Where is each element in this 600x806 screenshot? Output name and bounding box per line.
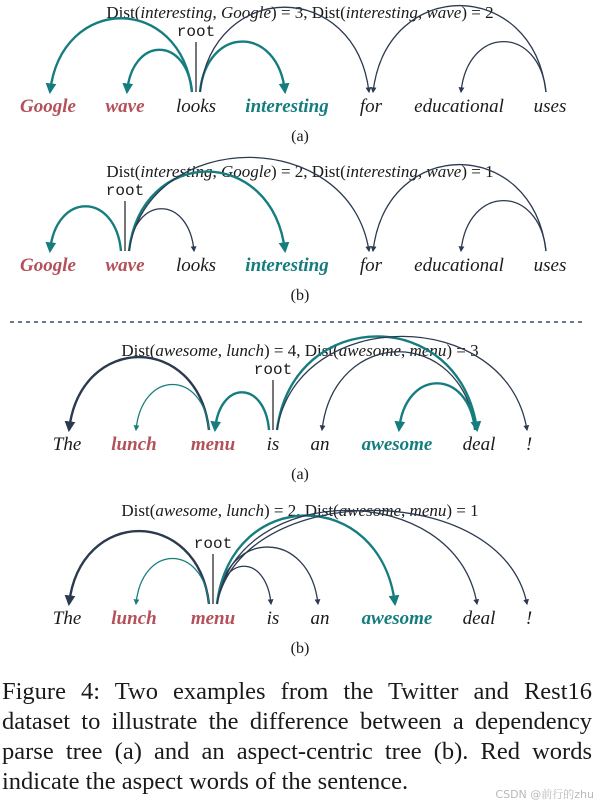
panel-3: [53, 336, 532, 483]
panel-sublabel: (b): [290, 287, 310, 304]
panel-sublabel: (a): [291, 466, 309, 483]
dependency-arc: [215, 392, 269, 430]
dependency-arc: [399, 383, 475, 430]
panel-heading: Dist(interesting, Google) = 2, Dist(interesting, wave) = 1: [106, 162, 494, 181]
token-google: Google: [20, 96, 76, 117]
watermark: CSDN @前行的zhu: [495, 788, 594, 801]
token-for: for: [359, 96, 383, 117]
dependency-arc: [217, 516, 395, 604]
token-menu: menu: [190, 608, 236, 629]
figure-caption: Figure 4: Two examples from the Twitter and Rest16 dataset to illustrate the difference between a dependency parse tree (a) and an aspect-centric tree (b). Red words indicate the aspect words of the sentence.: [2, 678, 592, 795]
panel-2: [20, 157, 566, 304]
dependency-arc: [69, 357, 209, 430]
token-looks: looks: [175, 96, 217, 117]
root-label: root: [105, 182, 145, 200]
token-is: is: [266, 608, 280, 629]
dependency-arc: [200, 42, 285, 92]
token-deal: deal: [462, 434, 496, 455]
token-an: an: [310, 434, 330, 455]
dependency-arc: [217, 510, 477, 604]
token-is: is: [266, 434, 280, 455]
panel-heading: Dist(awesome, lunch) = 2, Dist(awesome, menu) = 1: [121, 501, 479, 520]
dependency-arc: [322, 352, 475, 430]
panel-sublabel: (a): [291, 128, 309, 145]
token-uses: uses: [533, 255, 567, 276]
token-: !: [525, 608, 533, 629]
token-interesting: interesting: [245, 255, 329, 276]
token-google: Google: [20, 255, 76, 276]
token-looks: looks: [175, 255, 217, 276]
token-uses: uses: [533, 96, 567, 117]
token-lunch: lunch: [111, 434, 157, 455]
root-label: root: [176, 23, 216, 41]
dependency-arc: [50, 206, 121, 251]
token-: !: [525, 434, 533, 455]
token-menu: menu: [190, 434, 236, 455]
dependency-arc: [69, 531, 209, 604]
token-for: for: [359, 255, 383, 276]
panel-sublabel: (b): [290, 640, 310, 657]
dependency-arc: [217, 510, 527, 604]
token-the: The: [52, 434, 82, 455]
token-educational: educational: [414, 255, 504, 276]
panel-heading: Dist(interesting, Google) = 3, Dist(interesting, wave) = 2: [106, 3, 494, 22]
root-label: root: [193, 535, 233, 553]
token-deal: deal: [462, 608, 496, 629]
token-educational: educational: [414, 96, 504, 117]
token-wave: wave: [105, 255, 145, 276]
token-wave: wave: [105, 96, 145, 117]
panel-1: [20, 3, 566, 145]
token-interesting: interesting: [245, 96, 329, 117]
root-label: root: [253, 361, 293, 379]
token-awesome: awesome: [361, 608, 433, 629]
token-awesome: awesome: [361, 434, 433, 455]
token-an: an: [310, 608, 330, 629]
panel-heading: Dist(awesome, lunch) = 4, Dist(awesome, menu) = 3: [121, 341, 479, 360]
panel-4: [53, 501, 532, 657]
token-the: The: [52, 608, 82, 629]
dependency-arc: [129, 172, 285, 251]
token-lunch: lunch: [111, 608, 157, 629]
dependency-arc: [50, 18, 192, 92]
